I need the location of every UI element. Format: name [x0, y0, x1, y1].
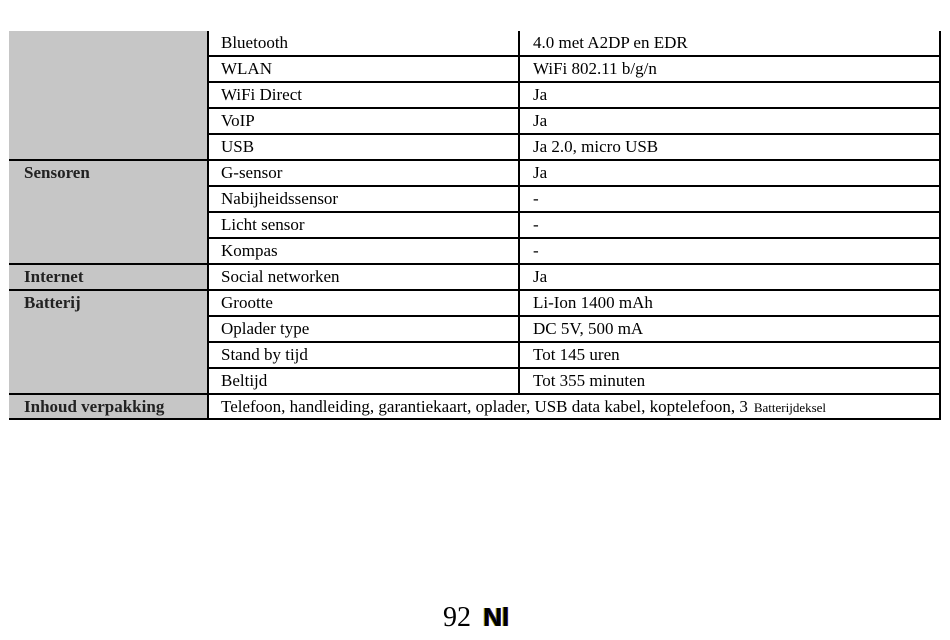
table-row [9, 31, 941, 55]
table-row [9, 185, 941, 211]
package-category: Inhoud verpakking [9, 393, 207, 420]
spec-table [9, 31, 941, 420]
table-row [9, 159, 941, 185]
row-property: Bluetooth [209, 31, 520, 55]
row-property: WLAN [209, 55, 520, 81]
row-category [9, 315, 207, 341]
row-property: G-sensor [209, 159, 520, 185]
table-row [9, 341, 941, 367]
row-property: Licht sensor [209, 211, 520, 237]
table-row [9, 289, 941, 315]
row-property: USB [209, 133, 520, 159]
row-value: Tot 145 uren [520, 341, 941, 367]
row-value: Ja [520, 81, 941, 107]
table-row-package [9, 393, 941, 420]
row-category: Sensoren [9, 159, 207, 185]
row-value: - [520, 185, 941, 211]
row-category [9, 341, 207, 367]
table-row [9, 107, 941, 133]
row-value: 4.0 met A2DP en EDR [520, 31, 941, 55]
row-value: Li-Ion 1400 mAh [520, 289, 941, 315]
row-value: Ja 2.0, micro USB [520, 133, 941, 159]
table-row [9, 55, 941, 81]
row-value: Tot 355 minuten [520, 367, 941, 393]
row-property: Stand by tijd [209, 341, 520, 367]
row-property: WiFi Direct [209, 81, 520, 107]
page-number: 92 [443, 602, 471, 633]
row-property: Beltijd [209, 367, 520, 393]
table-row [9, 315, 941, 341]
table-row [9, 237, 941, 263]
row-property: Kompas [209, 237, 520, 263]
table-row [9, 367, 941, 393]
row-category [9, 107, 207, 133]
row-property: Grootte [209, 289, 520, 315]
language-code: Nl [483, 602, 509, 632]
row-property: Oplader type [209, 315, 520, 341]
package-note: Batterijdeksel [753, 400, 827, 415]
row-property: Nabijheidssensor [209, 185, 520, 211]
table-row [9, 211, 941, 237]
row-category [9, 367, 207, 393]
table-row [9, 81, 941, 107]
row-category [9, 185, 207, 211]
row-property: Social networken [209, 263, 520, 289]
row-value: DC 5V, 500 mA [520, 315, 941, 341]
row-category [9, 31, 207, 55]
row-category: Batterij [9, 289, 207, 315]
package-contents-cell [209, 393, 941, 420]
table-row [9, 133, 941, 159]
page-footer [443, 600, 509, 635]
row-category [9, 211, 207, 237]
row-category [9, 81, 207, 107]
package-contents: Telefoon, handleiding, garantiekaart, oplader, USB data kabel, koptelefoon, 3 [221, 397, 748, 416]
table-row [9, 263, 941, 289]
row-category [9, 237, 207, 263]
row-value: Ja [520, 263, 941, 289]
row-category: Internet [9, 263, 207, 289]
row-category [9, 133, 207, 159]
row-property: VoIP [209, 107, 520, 133]
row-category [9, 55, 207, 81]
row-value: Ja [520, 107, 941, 133]
row-value: WiFi 802.11 b/g/n [520, 55, 941, 81]
row-value: - [520, 211, 941, 237]
row-value: - [520, 237, 941, 263]
row-value: Ja [520, 159, 941, 185]
